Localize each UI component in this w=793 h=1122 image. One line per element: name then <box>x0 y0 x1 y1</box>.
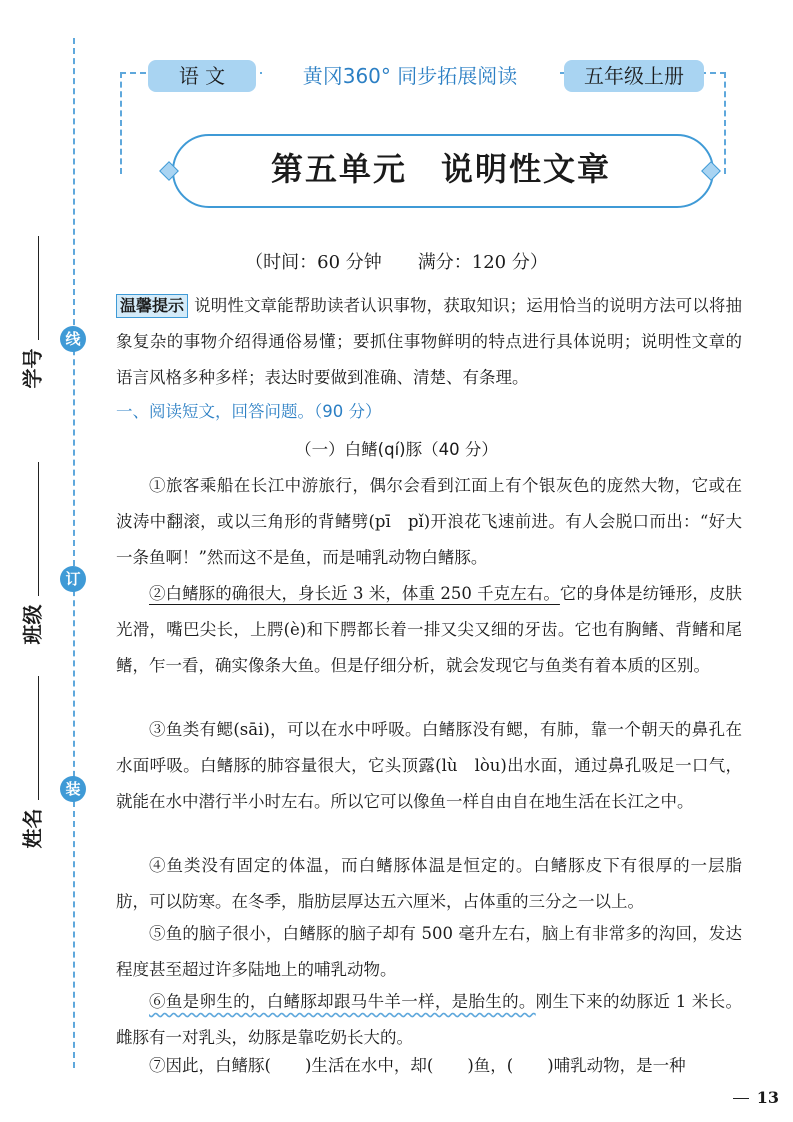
class-label: 班级 <box>20 604 45 645</box>
passage-title: （一）白鳍(qí)豚（40 分） <box>295 440 498 459</box>
paragraph-7-part-d: )哺乳动物，是一种 <box>547 1056 686 1075</box>
paragraph-3: ③鱼类有鳃(sāi)，可以在水中呼吸。白鳍豚没有鳃，有肺，靠一个朝天的鼻孔在水面呼吸。白鳍豚的肺容量很大，它头顶露(lù lòu)出水面，通过鼻孔吸足一口气，就能在水中潜行半小时左右。所以它可以像鱼一样自由自在地生活在长江之中。 <box>116 720 742 811</box>
paragraph-4: ④鱼类没有固定的体温，而白鳍豚体温是恒定的。白鳍豚皮下有很厚的一层脂肪，可以防寒。在冬季，脂肪层厚达五六厘米，占体重的三分之一以上。 <box>116 856 742 911</box>
paragraph-6 <box>116 984 742 1056</box>
page-number-dash <box>733 1098 749 1099</box>
series-title: 黄冈360° 同步拓展阅读 <box>262 60 558 92</box>
paragraph-7-part-c: )鱼，( <box>467 1056 514 1075</box>
name-field <box>6 800 58 850</box>
paragraph-6-rest: 刚生下来的幼豚近 1 米长。雌豚有一对乳头，幼豚是靠吃奶长大的。 <box>116 992 742 1047</box>
paragraph-2-rest: 它的身体是纺锤形，皮肤光滑，嘴巴尖长，上腭(è)和下腭都长着一排又尖又细的牙齿。它也有胸鳍、背鳍和尾鳍，乍一看，确实像条大鱼。但是仔细分析，就会发现它与鱼类有着本质的区别。 <box>116 584 742 675</box>
grade-badge: 五年级上册 <box>564 60 704 92</box>
page-number: 13 <box>756 1088 779 1107</box>
name-label: 姓名 <box>20 808 45 849</box>
tip-text: 说明性文章能帮助读者认识事物，获取知识；运用恰当的说明方法可以将抽象复杂的事物介绍得通俗易懂；要抓住事物鲜明的特点进行具体说明；说明性文章的语言风格多种多样；表达时要做到准确、清楚、有条理。 <box>116 296 742 387</box>
name-blank[interactable] <box>38 676 39 800</box>
section-heading: 一、阅读短文，回答问题。（90 分） <box>116 402 382 421</box>
paragraph-7-part-a: ⑦因此，白鳍豚( <box>149 1056 271 1075</box>
unit-title: 第五单元 说明性文章 <box>270 150 611 188</box>
paragraph-7-part-b: )生活在水中，却( <box>304 1056 434 1075</box>
paragraph-2-underlined: ②白鳍豚的确很大，身长近 3 米，体重 250 千克左右。 <box>149 584 560 603</box>
time-and-score: （时间：60 分钟 满分：120 分） <box>245 252 548 273</box>
binding-mark-zhuang: 装 <box>60 776 86 802</box>
paragraph-7 <box>116 1048 742 1084</box>
binding-mark-xian: 线 <box>60 326 86 352</box>
binding-mark-ding: 订 <box>60 566 86 592</box>
binding-dashed-line <box>73 38 75 1068</box>
subject-badge: 语 文 <box>148 60 256 92</box>
student-id-label: 学号 <box>20 348 45 389</box>
class-blank[interactable] <box>38 462 39 596</box>
paragraph-2 <box>116 576 742 684</box>
paragraph-1: ①旅客乘船在长江中游旅行，偶尔会看到江面上有个银灰色的庞然大物，它或在波涛中翻滚，或以三角形的背鳍劈(pī pǐ)开浪花飞速前进。有人会脱口而出：“好大一条鱼啊！”然而这不是鱼，而是哺乳动物白鳍豚。 <box>116 476 742 567</box>
student-id-field <box>6 340 58 390</box>
class-field <box>6 596 58 646</box>
tip-paragraph <box>116 288 742 396</box>
paragraph-5: ⑤鱼的脑子很小，白鳍豚的脑子却有 500 毫升左右，脑上有非常多的沟回，发达程度甚至超过许多陆地上的哺乳动物。 <box>116 924 742 979</box>
paragraph-6-underlined: ⑥鱼是卵生的，白鳍豚却跟马牛羊一样，是胎生的。 <box>149 992 536 1011</box>
tip-badge: 温馨提示 <box>116 294 188 318</box>
